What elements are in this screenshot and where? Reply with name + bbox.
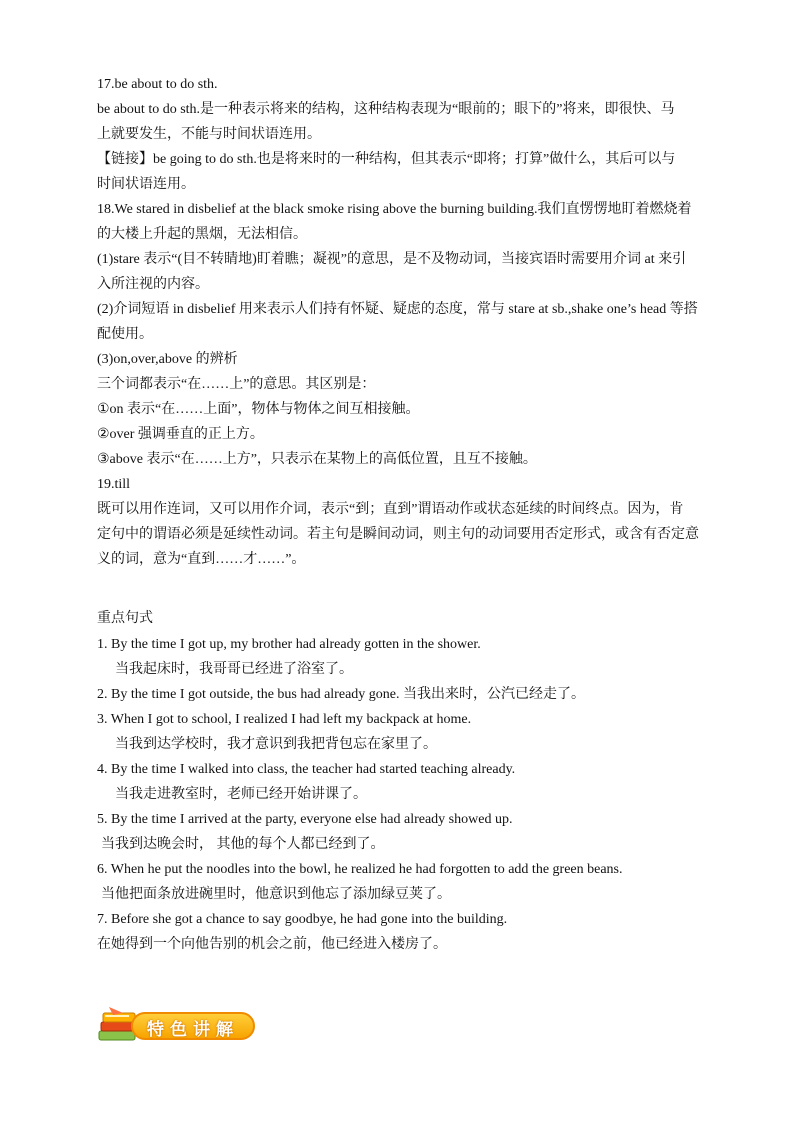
text-line: be about to do sth.是一种表示将来的结构，这种结构表现为“眼前的；眼下的”将来，即很快、马 bbox=[97, 102, 675, 117]
feature-badge bbox=[95, 1005, 260, 1047]
sentence-line: 4. By the time I walked into class, the teacher had started teaching already. bbox=[97, 762, 516, 777]
sentence-line: 5. By the time I arrived at the party, everyone else had already showed up. bbox=[97, 812, 513, 827]
sentence-translation: 在她得到一个向他告别的机会之前，他已经进入楼房了。 bbox=[97, 937, 447, 952]
text-line: 三个词都表示“在……上”的意思。其区别是： bbox=[97, 377, 376, 392]
text-line: 配使用。 bbox=[97, 327, 153, 342]
text-line: 定句中的谓语必须是延续性动词。若主句是瞬间动词，则主句的动词要用否定形式，或含有否定意 bbox=[97, 527, 699, 542]
text-line: 义的词，意为“直到……才……”。 bbox=[97, 552, 306, 567]
sentence-line: 6. When he put the noodles into the bowl, he realized he had forgotten to add the green beans. bbox=[97, 862, 623, 877]
text-line: 的大楼上升起的黑烟，无法相信。 bbox=[97, 227, 307, 242]
text-line: 时间状语连用。 bbox=[97, 177, 195, 192]
text-line: 上就要发生，不能与时间状语连用。 bbox=[97, 127, 321, 142]
text-line: (3)on,over,above 的辨析 bbox=[97, 352, 238, 367]
sentence-line: 2. By the time I got outside, the bus had already gone. 当我出来时，公汽已经走了。 bbox=[97, 687, 585, 702]
section-title: 重点句式 bbox=[97, 611, 153, 626]
text-line: 入所注视的内容。 bbox=[97, 277, 209, 292]
text-line: 【链接】be going to do sth.也是将来时的一种结构，但其表示“即将；打算”做什么，其后可以与 bbox=[97, 152, 676, 167]
sentence-line: 7. Before she got a chance to say goodbye, he had gone into the building. bbox=[97, 912, 508, 927]
sentence-translation: 当我走进教室时，老师已经开始讲课了。 bbox=[115, 787, 367, 802]
text-line: (1)stare 表示“(目不转睛地)盯着瞧；凝视”的意思，是不及物动词，当接宾语时需要用介词 at 来引 bbox=[97, 252, 687, 267]
badge-label: 特色讲解 bbox=[147, 1020, 239, 1040]
text-line: ①on 表示“在……上面”，物体与物体之间互相接触。 bbox=[97, 402, 420, 417]
sentence-translation: 当我到达晚会时， 其他的每个人都已经到了。 bbox=[101, 837, 385, 852]
text-line: ②over 强调垂直的正上方。 bbox=[97, 427, 264, 442]
sentence-translation: 当我起床时，我哥哥已经进了浴室了。 bbox=[115, 662, 353, 677]
text-line: (2)介词短语 in disbelief 用来表示人们持有怀疑、疑虑的态度，常与 stare at sb.,shake one’s head 等搭 bbox=[97, 302, 698, 317]
text-line: 18.We stared in disbelief at the black smoke rising above the burning building.我们直愣愣地盯着燃烧着 bbox=[97, 202, 692, 217]
sentence-translation: 当我到达学校时，我才意识到我把背包忘在家里了。 bbox=[115, 737, 437, 752]
text-line: ③above 表示“在……上方”，只表示在某物上的高低位置，且互不接触。 bbox=[97, 452, 537, 467]
sentence-line: 3. When I got to school, I realized I had left my backpack at home. bbox=[97, 712, 472, 727]
sentence-line: 1. By the time I got up, my brother had already gotten in the shower. bbox=[97, 637, 481, 652]
text-line: 既可以用作连词，又可以用作介词，表示“到；直到”谓语动作或状态延续的时间终点。因为，肯 bbox=[97, 502, 684, 517]
text-line: 17.be about to do sth. bbox=[97, 77, 218, 92]
sentence-translation: 当他把面条放进碗里时，他意识到他忘了添加绿豆荚了。 bbox=[101, 887, 451, 902]
text-line: 19.till bbox=[97, 477, 131, 492]
